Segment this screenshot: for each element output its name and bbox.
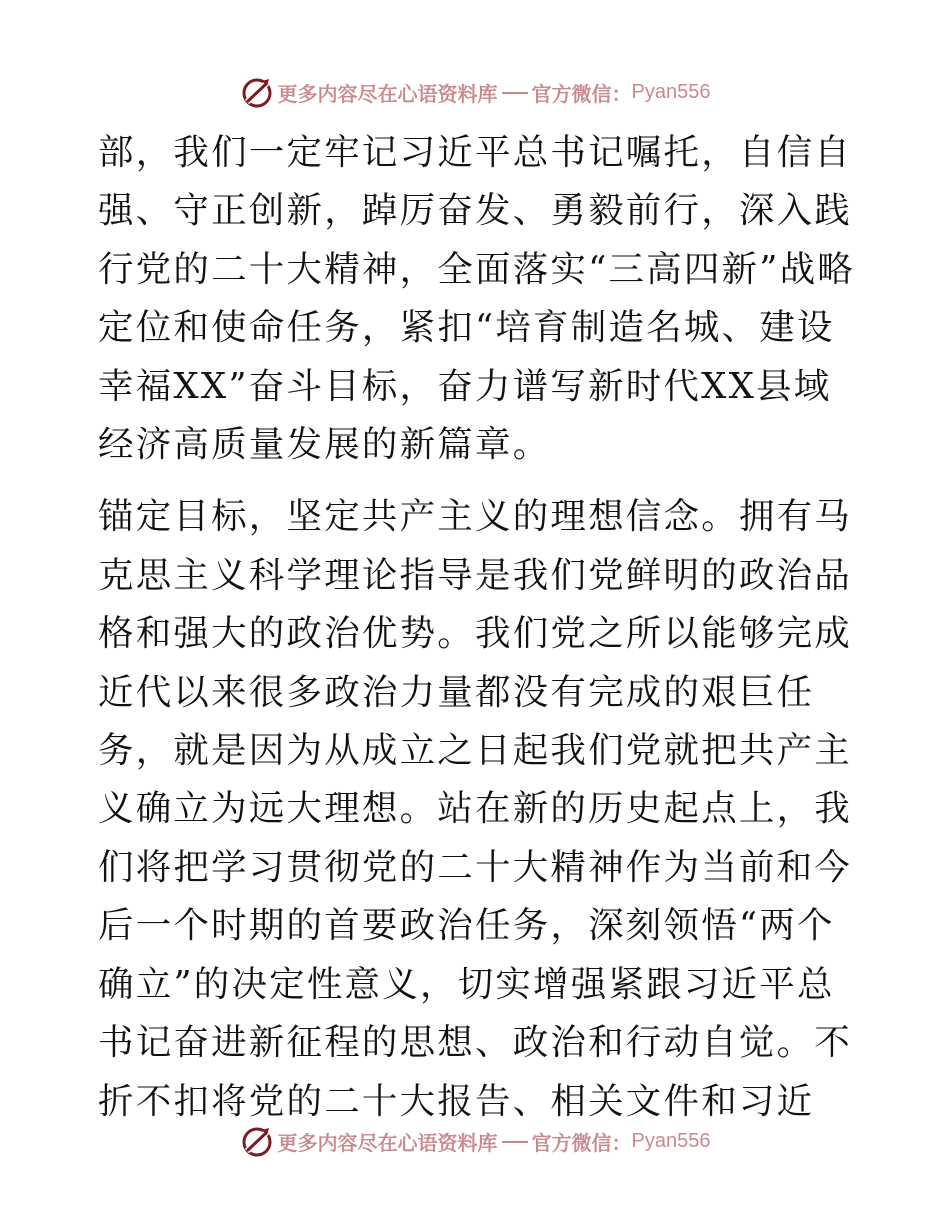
- footer-dash-divider: [502, 1141, 528, 1143]
- header-wechat-handle: Pyan556: [631, 80, 711, 103]
- body-paragraph-1: 部，我们一定牢记习近平总书记嘱托，自信自强、守正创新，踔厉奋发、勇毅前行，深入践行党的二十大精神，全面落实“三高四新”战略定位和使命任务，紧扣“培育制造名城、建设幸福XX”奋斗目标，奋力谱写新时代XX县域经济高质量发展的新篇章。: [98, 132, 855, 466]
- footer-site-name: 更多内容尽在心语资料库: [277, 1130, 498, 1155]
- header-watermark-banner: [0, 72, 950, 112]
- header-wechat-label: 官方微信：: [531, 81, 632, 106]
- body-paragraph-2: 锚定目标，坚定共产主义的理想信念。拥有马克思主义科学理论指导是我们党鲜明的政治品格和强大的政治优势。我们党之所以能够完成近代以来很多政治力量都没有完成的艰巨任务，就是因为从成立之日起我们党就把共产主义确立为远大理想。站在新的历史起点上，我们将把学习贯彻党的二十大精神作为当前和今后一个时期的首要政治任务，深刻领悟“两个确立”的决定性意义，切实增强紧跟习近平总书记奋进新征程的思想、政治和行动自觉。不折不扣将党的二十大报告、相关文件和习近: [98, 496, 853, 1122]
- footer-wechat-handle: Pyan556: [631, 1129, 711, 1152]
- document-body: [98, 124, 858, 1131]
- pen-circle-logo-icon: [240, 75, 274, 109]
- header-site-name: 更多内容尽在心语资料库: [277, 81, 498, 106]
- pen-circle-logo-icon: [240, 1124, 274, 1158]
- header-dash-divider: [502, 92, 528, 94]
- footer-watermark-banner: [0, 1121, 950, 1161]
- footer-wechat-label: 官方微信：: [531, 1130, 632, 1155]
